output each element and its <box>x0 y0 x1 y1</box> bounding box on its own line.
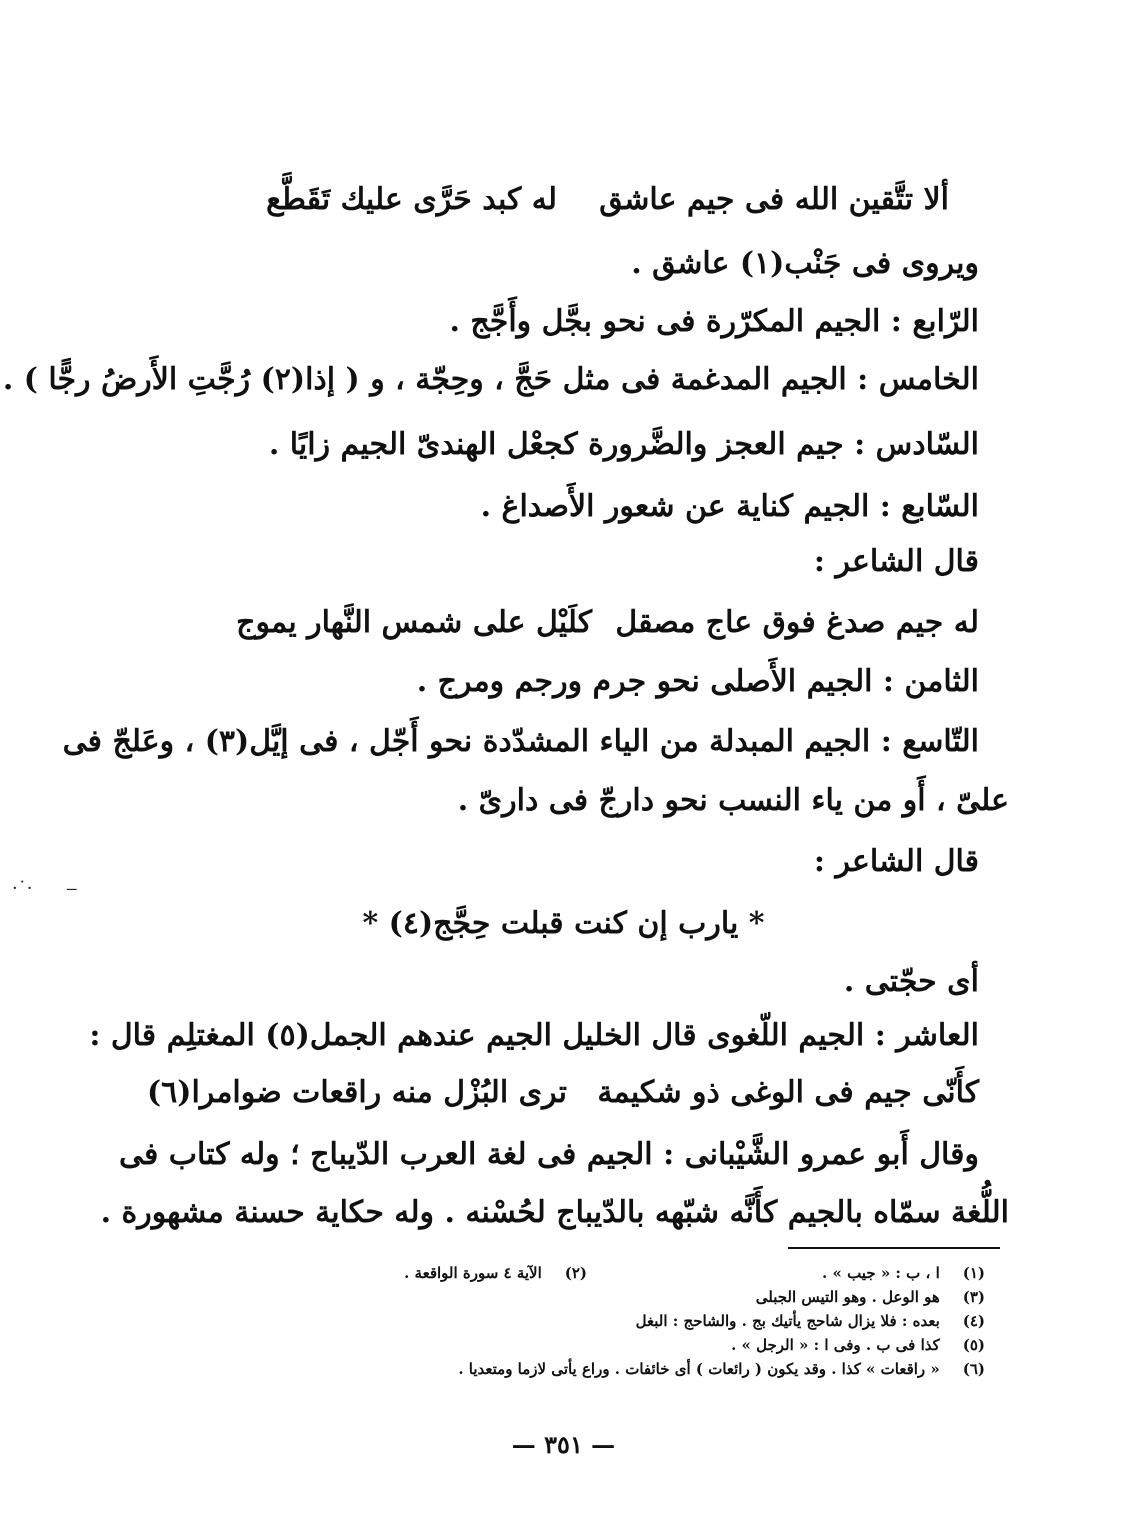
footnote-number: (١) <box>962 1264 985 1282</box>
text-line: السّابع : الجيم كناية عن شعور الأَصداغ . <box>480 489 979 524</box>
footnote-2 <box>404 1262 587 1285</box>
footnote-number: (٤) <box>962 1312 985 1330</box>
footnote-text: ا ، ب : « جيب » . <box>822 1264 940 1282</box>
text-line: الثامن : الجيم الأَصلى نحو جرم ورجم ومرج . <box>416 664 979 699</box>
text-line: التّاسع : الجيم المبدلة من الياء المشدّدة نحو أَجّل ، فى إيَّل(٣) ، وعَلجّ فى <box>62 724 979 759</box>
text-line: الرّابع : الجيم المكرّرة فى نحو بجَّل وأَجَّج . <box>449 304 979 339</box>
footnote-text: « راقعات » كذا . وقد يكون ( رائعات ) أى خائفات . وراع يأتى لازما ومتعديا . <box>458 1360 940 1378</box>
footnote-separator <box>788 1247 1000 1249</box>
footnote-5 <box>731 1334 985 1357</box>
verse1-left-hemistich: له كبد حَرَّى عليك تَقَطَّع <box>266 182 557 217</box>
text-line: وقال أَبو عمرو الشَّيْبانى : الجيم فى لغة العرب الدّيباج ؛ وله كتاب فى <box>118 1137 979 1172</box>
footnote-6 <box>458 1358 985 1381</box>
scan-speck: ·˙· <box>12 878 33 899</box>
text-line: قال الشاعر : <box>813 844 979 879</box>
footnote-text: هو الوعل . وهو التيس الجبلى <box>755 1288 940 1306</box>
verse2-right-hemistich: له جيم صدغ فوق عاج مصقل <box>615 605 979 640</box>
text-line: علىّ ، أَو من ياء النسب نحو دارجّ فى دارىّ . <box>457 783 1009 818</box>
centered-hemistich: * يارب إن كنت قبلت حِجَّج(٤) * <box>362 906 765 941</box>
scan-speck: ‒ <box>66 878 78 899</box>
verse1-right-hemistich: ألا تتَّقين الله فى جيم عاشق <box>599 182 949 217</box>
text-line: ويروى فى جَنْب(١) عاشق . <box>631 246 979 281</box>
text-line: العاشر : الجيم اللّغوى قال الخليل الجيم عندهم الجمل(٥) المغتلِم قال : <box>89 1018 979 1053</box>
verse3-right-hemistich: كأَنّى جيم فى الوغى ذو شكيمة <box>597 1075 979 1110</box>
footnote-3 <box>756 1286 985 1309</box>
footnote-number: (٢) <box>564 1264 587 1282</box>
text-line: قال الشاعر : <box>813 544 979 579</box>
footnote-text: كذا فى ب . وفى ا : « الرجل » . <box>731 1336 940 1354</box>
text-line: السّادس : جيم العجز والضَّرورة كجعْل الهندىّ الجيم زايًا . <box>268 427 979 462</box>
page-number: — ٣٥١ — <box>511 1430 616 1459</box>
text-line: أى حجّتى . <box>843 964 979 999</box>
footnote-text: بعده : فلا يزال شاحج يأتيك بج . والشاحج : البغل <box>635 1312 940 1330</box>
footnote-4 <box>636 1310 985 1333</box>
text-line: اللُّغة سمّاه بالجيم كأَنَّه شبّهه بالدّيباج لحُسْنه . وله حكاية حسنة مشهورة . <box>100 1195 1009 1230</box>
verse2-left-hemistich: كلَيْل على شمس النَّهار يموج <box>236 605 592 640</box>
footnote-text: الآية ٤ سورة الواقعة . <box>404 1264 542 1282</box>
footnote-1 <box>822 1262 985 1285</box>
text-line: الخامس : الجيم المدغمة فى مثل حَجَّ ، وحِجّة ، و ( إذا(٢) رُجَّتِ الأَرضُ رجًّا ) . <box>2 362 979 397</box>
footnote-number: (٦) <box>962 1360 985 1378</box>
footnote-number: (٣) <box>962 1288 985 1306</box>
footnote-number: (٥) <box>962 1336 985 1354</box>
verse3-left-hemistich: ترى البُزْل منه راقعات ضوامرا(٦) <box>146 1075 567 1110</box>
